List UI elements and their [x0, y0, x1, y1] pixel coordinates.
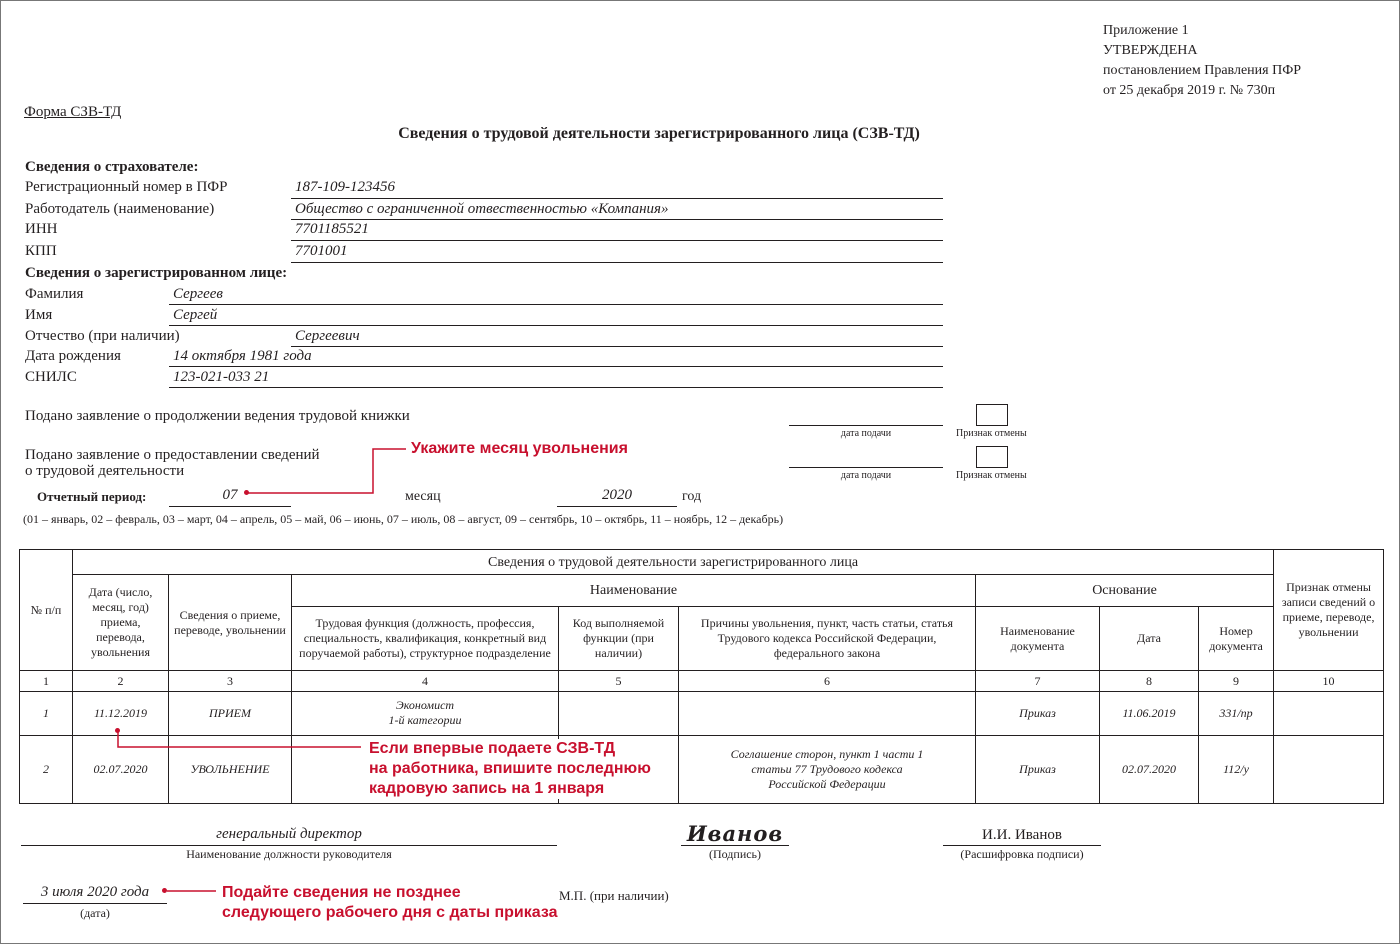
kpp-label: КПП: [25, 243, 57, 259]
first-time-annotation: [363, 739, 657, 799]
month-hint-dot: [244, 490, 249, 495]
name-label: Имя: [25, 307, 53, 323]
month-hint-annotation: Укажите месяц увольнения: [411, 440, 628, 457]
continue-date-caption: дата подачи: [840, 428, 892, 439]
decode-caption: (Расшифровка подписи): [960, 847, 1084, 861]
employer-value: Общество с ограниченной отвественностью «Компания»: [295, 201, 669, 217]
row-doc-number: 112/у: [1199, 735, 1274, 803]
header-group: Сведения о трудовой деятельности зарегистрированного лица: [73, 550, 1274, 575]
patronymic-value: Сергеевич: [295, 328, 360, 344]
approval-line-2: УТВЕРЖДЕНА: [1103, 43, 1198, 58]
period-legend: (01 – январь, 02 – февраль, 03 – март, 04 – апрель, 05 – май, 06 – июнь, 07 – июль, 08 – август, 09 – сентябрь, 10 – октябрь, 11 – ноябрь, 12 – декабрь): [23, 512, 784, 526]
position-value: генеральный директор: [216, 826, 362, 842]
first-time-leader: [118, 731, 361, 747]
signature-caption: (Подпись): [708, 847, 762, 861]
decode-value: И.И. Иванов: [982, 827, 1062, 843]
surname-value: Сергеев: [173, 286, 223, 302]
annotation-leaders: [1, 1, 1400, 945]
row-function-line: Экономист: [395, 698, 455, 713]
provide-cancel-caption: Признак отмены: [956, 470, 1027, 481]
row-doc-date: 11.06.2019: [1100, 691, 1199, 735]
header-function: Трудовая функция (должность, профессия, специальность, квалификация, конкретный вид поручаемой работы), структурное подразделение: [292, 607, 559, 671]
column-number: 7: [976, 671, 1100, 691]
header-cancel: Признак отмены записи сведений о приеме, переводе, увольнении: [1274, 550, 1384, 671]
deadline-annotation: [222, 883, 557, 923]
column-number: 5: [559, 671, 679, 691]
employer-label: Работодатель (наименование): [25, 201, 215, 217]
header-doc-date: Дата: [1100, 607, 1199, 671]
column-number: 2: [73, 671, 169, 691]
header-doc-name: Наименование документа: [976, 607, 1100, 671]
inn-value: 7701185521: [295, 221, 369, 237]
column-number: 1: [20, 671, 73, 691]
name-value: Сергей: [173, 307, 218, 323]
row-doc-number: 331/пр: [1199, 691, 1274, 735]
period-year-label: год: [682, 489, 702, 504]
header-number: № п/п: [20, 550, 73, 671]
column-number: 8: [1100, 671, 1199, 691]
header-code: Код выполняемой функции (при наличии): [559, 607, 679, 671]
column-number: 9: [1199, 671, 1274, 691]
deadline-dot: [162, 888, 167, 893]
first-time-annotation-line: Если впервые подаете СЗВ-ТД: [369, 740, 616, 757]
approval-line-4: от 25 декабря 2019 г. № 730п: [1103, 83, 1276, 98]
provide-info-statement-l2: о трудовой деятельности: [25, 463, 185, 479]
provide-date-caption: дата подачи: [840, 470, 892, 481]
approval-line-3: постановлением Правления ПФР: [1103, 63, 1302, 78]
row-date: 11.12.2019: [73, 691, 169, 735]
continue-cancel-caption: Признак отмены: [956, 428, 1027, 439]
row-type: ПРИЕМ: [169, 691, 292, 735]
row-doc-date: 02.07.2020: [1100, 735, 1199, 803]
birth-value: 14 октября 1981 года: [173, 348, 312, 364]
header-reasons: Причины увольнения, пункт, часть статьи, статья Трудового кодекса Российской Федерации, федерального закона: [679, 607, 976, 671]
sign-date-value: 3 июля 2020 года: [40, 884, 150, 900]
insurer-heading: Сведения о страхователе:: [25, 159, 199, 175]
continue-book-statement: Подано заявление о продолжении ведения трудовой книжки: [25, 408, 410, 424]
header-doc-number: Номер документа: [1199, 607, 1274, 671]
first-time-annotation-line: кадровую запись на 1 января: [369, 780, 605, 797]
provide-info-statement-l1: Подано заявление о предоставлении сведений: [25, 447, 320, 463]
row-date: 02.07.2020: [73, 735, 169, 803]
column-number: 4: [292, 671, 559, 691]
row-reason-line: статьи 77 Трудового кодекса: [751, 761, 903, 776]
sign-date-caption: (дата): [80, 906, 110, 920]
column-number: 3: [169, 671, 292, 691]
row-doc-name: Приказ: [976, 691, 1100, 735]
kpp-value: 7701001: [295, 243, 348, 259]
deadline-annotation-line: Подайте сведения не позднее: [222, 884, 461, 901]
period-year-value: 2020: [602, 487, 632, 503]
row-type: УВОЛЬНЕНИЕ: [169, 735, 292, 803]
column-number: 10: [1274, 671, 1384, 691]
row-number: 1: [20, 691, 73, 735]
header-info: Сведения о приеме, переводе, увольнении: [169, 575, 292, 671]
surname-label: Фамилия: [25, 286, 84, 302]
column-number: 6: [679, 671, 976, 691]
period-month-value: 07: [222, 487, 238, 503]
person-heading: Сведения о зарегистрированном лице:: [25, 265, 288, 281]
stamp-placeholder: М.П. (при наличии): [559, 888, 669, 903]
row-function-line: 1-й категории: [388, 713, 462, 728]
form-title: Сведения о трудовой деятельности зарегистрированного лица (СЗВ-ТД): [398, 125, 920, 142]
month-hint-leader: [247, 449, 406, 493]
first-time-dot: [115, 728, 120, 733]
signature-handwritten: Иванов: [686, 821, 784, 846]
deadline-annotation-line: следующего рабочего дня с даты приказа: [222, 904, 558, 921]
reg-number-value: 187-109-123456: [295, 179, 395, 195]
birth-label: Дата рождения: [25, 348, 121, 364]
reg-number-label: Регистрационный номер в ПФР: [25, 179, 228, 195]
patronymic-label: Отчество (при наличии): [25, 328, 180, 344]
header-date: Дата (число, месяц, год) приема, перевода, увольнения: [73, 575, 169, 671]
position-caption: Наименование должности руководителя: [186, 847, 392, 861]
snils-label: СНИЛС: [25, 369, 77, 385]
form-name: Форма СЗВ-ТД: [24, 104, 122, 120]
row-doc-name: Приказ: [976, 735, 1100, 803]
first-time-annotation-line: на работника, впишите последнюю: [369, 760, 651, 777]
row-number: 2: [20, 735, 73, 803]
header-osnovanie: Основание: [976, 575, 1274, 607]
snils-value: 123-021-033 21: [173, 369, 270, 385]
header-naimenovanie: Наименование: [292, 575, 976, 607]
approval-line-1: Приложение 1: [1103, 23, 1189, 38]
row-reason-line: Российской Федерации: [768, 776, 886, 791]
period-label: Отчетный период:: [37, 489, 147, 504]
inn-label: ИНН: [25, 221, 58, 237]
period-month-label: месяц: [405, 489, 441, 504]
row-reason-line: Соглашение сторон, пункт 1 части 1: [730, 746, 924, 761]
